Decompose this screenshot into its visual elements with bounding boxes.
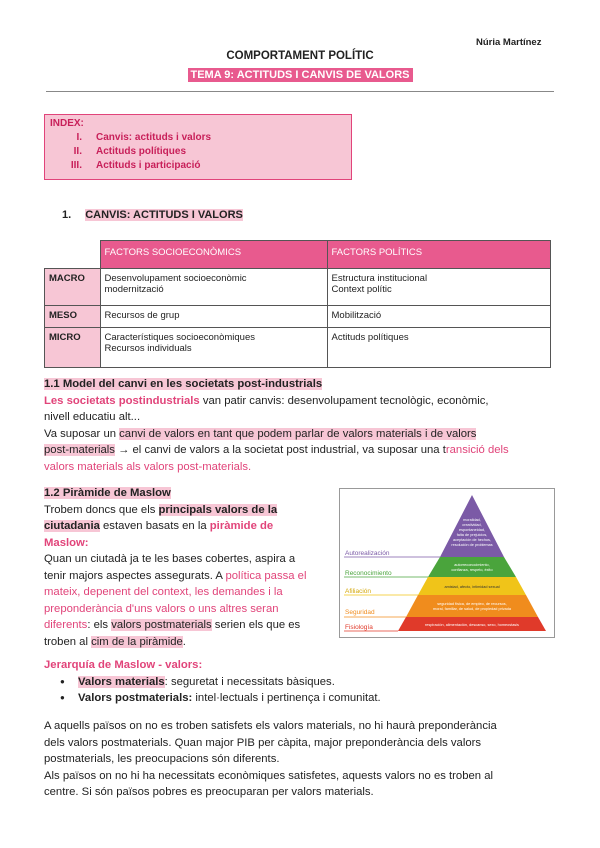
table-cell: Mobilització <box>327 306 550 328</box>
pyramid-label: Seguridad <box>345 609 375 616</box>
svg-text:confianza, respeto, éxito: confianza, respeto, éxito <box>451 568 493 572</box>
svg-text:creatividad,: creatividad, <box>462 523 482 527</box>
subtitle-wrap <box>0 65 600 83</box>
pyramid-label: Reconocimiento <box>345 570 392 577</box>
svg-text:autorreconocimiento,: autorreconocimiento, <box>454 563 490 567</box>
pyramid-level-seguridad <box>406 595 538 617</box>
svg-text:moralidad,: moralidad, <box>463 518 481 522</box>
maslow-pyramid-svg <box>340 489 554 637</box>
pyramid-label: Autorealización <box>345 550 390 557</box>
table-header-socioeconomic: FACTORS SOCIOECONÒMICS <box>100 241 327 269</box>
pyramid-label: Fisiología <box>345 624 373 631</box>
jerarquia-title: Jerarquía de Maslow - valors: <box>44 659 203 671</box>
svg-text:seguridad física, de empleo, d: seguridad física, de empleo, de recursos, <box>437 602 507 606</box>
table-cell: Actituds polítiques <box>327 328 550 368</box>
pyramid-level-reconocimiento <box>428 557 516 577</box>
header-divider <box>46 91 554 92</box>
svg-text:aceptación de hechos,: aceptación de hechos, <box>453 538 491 542</box>
table-row-label-meso: MESO <box>45 306 101 328</box>
table-cell: Desenvolupament socioeconòmic modernització <box>100 269 327 306</box>
list-item: ● Valors postmaterials: intel·lectuals i pertinença i comunitat. <box>60 690 564 707</box>
jerarquia-section <box>44 657 564 707</box>
table-cell: Característiques socioeconòmiques Recursos individuals <box>100 328 327 368</box>
svg-text:resolución de problemas: resolución de problemas <box>451 543 493 547</box>
table-cell: Recursos de grup <box>100 306 327 328</box>
table-row-label-micro: MICRO <box>45 328 101 368</box>
table-corner <box>45 241 101 269</box>
section-1-2: 1.2 Piràmide de Maslow Trobem doncs que els principals valors de la ciutadania estaven basats en la piràmide de Maslow: Quan un ciutadà ja te les bases cobertes, aspira a tenir majors aspectes assegurats. A política passa el mateix, depenent del context, les demandes i la preponderància d'uns valors o uns altres seran diferents: els valors postmaterials serien els que es troben al cim de la piràmide. <box>44 485 339 650</box>
svg-text:falta de prejuicios,: falta de prejuicios, <box>456 533 488 537</box>
table-header-political: FACTORS POLÍTICS <box>327 241 550 269</box>
factors-table <box>44 240 551 368</box>
index-item-3: III. Actituds i participació <box>70 160 201 171</box>
table-row-label-macro: MACRO <box>45 269 101 306</box>
pyramid-label: Afiliación <box>345 588 372 595</box>
table-cell: Estructura institucional Context polític <box>327 269 550 306</box>
index-item-1: I. Canvis: actituds i valors <box>76 132 212 143</box>
section-1-1: 1.1 Model del canvi en les societats post-industrials Les societats postindustrials van patir canvis: desenvolupament tecnològic, econòmic, nivell educatiu alt... Va suposar un canvi de valors en tant que podem parlar de valors materials i de valors post-materials → el canvi de valors a la societat post industrial, va suposar una transició dels valors materials als valors post-materials. <box>44 376 564 475</box>
index-box <box>44 114 352 180</box>
section-1-2-title: 1.2 Piràmide de Maslow <box>44 487 171 499</box>
list-item: ● Valors materials: seguretat i necessitats bàsiques. <box>60 674 564 691</box>
jerarquia-list <box>60 674 564 707</box>
document-title: COMPORTAMENT POLÍTIC <box>226 50 374 62</box>
svg-text:respiración, alimentación, des: respiración, alimentación, descanso, sexo, homeostasis <box>425 623 519 627</box>
index-item-2: II. Actituds polítiques <box>73 146 186 157</box>
document-subtitle: TEMA 9: ACTITUDS I CANVIS DE VALORS <box>188 68 413 82</box>
svg-text:amistad, afecto, intimidad sex: amistad, afecto, intimidad sexual <box>444 585 500 589</box>
svg-text:moral, familiar, de salud, de: moral, familiar, de salud, de propiedad privada <box>433 607 511 611</box>
svg-text:espontaneidad,: espontaneidad, <box>459 528 485 532</box>
section-1-1-title: 1.1 Model del canvi en les societats post-industrials <box>44 378 323 390</box>
index-heading: INDEX: <box>50 118 84 129</box>
closing-paragraph: A aquells països on no es troben satisfets els valors materials, no hi haurà preponderància dels valors postmaterials. Quan major PIB per càpita, major preponderància dels valors postmaterials, les preocupacions són diferents. Als països on no hi ha necessitats econòmiques satisfetes, aquests valors no es troben al centre. Si són països pobres es preocuparan per valors materials. <box>44 720 497 798</box>
maslow-pyramid-image <box>339 488 555 638</box>
author-name: Núria Martínez <box>476 37 542 48</box>
section-1-heading: 1. CANVIS: ACTITUDS I VALORS <box>62 209 243 221</box>
